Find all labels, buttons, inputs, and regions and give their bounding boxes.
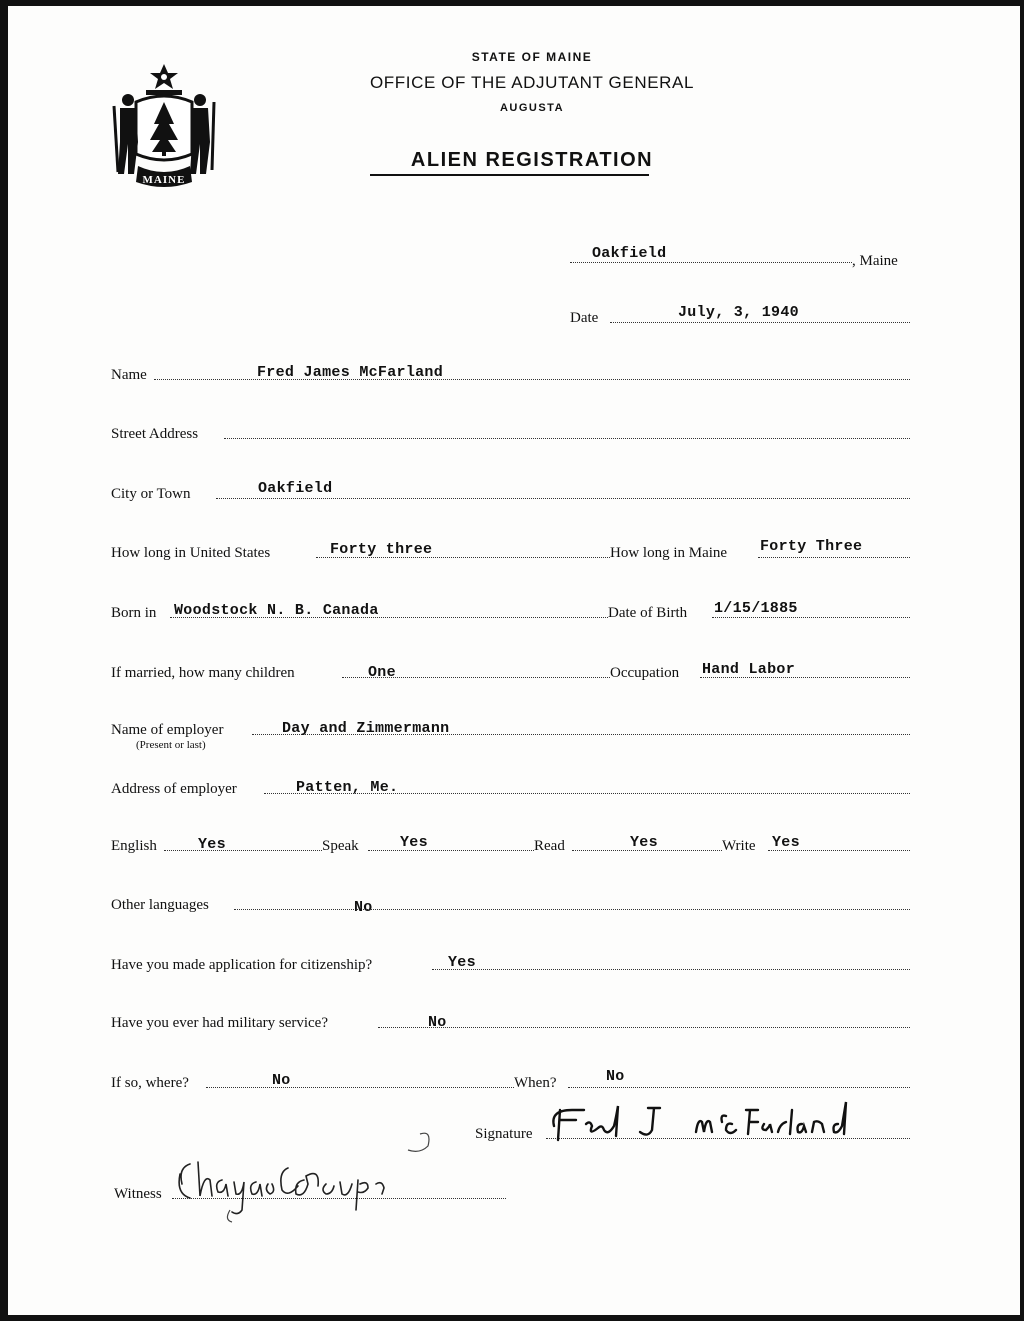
employer-name-label: Name of employer bbox=[111, 722, 224, 738]
scan-border-top bbox=[0, 0, 1024, 6]
how-long-maine-label: How long in Maine bbox=[610, 545, 728, 561]
form-title: ALIEN REGISTRATION bbox=[410, 149, 654, 171]
date-value[interactable]: July, 3, 1940 bbox=[678, 304, 799, 321]
military-value[interactable]: No bbox=[428, 1014, 447, 1031]
citizenship-label: Have you made application for citizenship? bbox=[111, 957, 373, 973]
place-suffix: , Maine bbox=[852, 253, 898, 269]
dob-line bbox=[712, 617, 910, 618]
scan-border-left bbox=[0, 0, 8, 1321]
write-value[interactable]: Yes bbox=[772, 834, 800, 851]
read-label: Read bbox=[534, 838, 565, 854]
how-long-maine-line bbox=[758, 557, 910, 558]
name-label: Name bbox=[111, 367, 147, 383]
children-label: If married, how many children bbox=[111, 665, 295, 681]
city-label: City or Town bbox=[111, 486, 191, 502]
dob-value[interactable]: 1/15/1885 bbox=[714, 600, 798, 617]
born-in-value[interactable]: Woodstock N. B. Canada bbox=[174, 602, 379, 619]
speak-label: Speak bbox=[322, 838, 359, 854]
witness-label: Witness bbox=[114, 1186, 162, 1202]
header-office: OFFICE OF THE ADJUTANT GENERAL bbox=[369, 73, 695, 92]
seal-maine-text: MAINE bbox=[142, 174, 186, 186]
children-value[interactable]: One bbox=[368, 664, 396, 681]
employer-name-sublabel: (Present or last) bbox=[136, 739, 206, 751]
employer-address-label: Address of employer bbox=[111, 781, 237, 797]
where-label: If so, where? bbox=[111, 1075, 189, 1091]
citizenship-line bbox=[432, 969, 910, 970]
header-city: AUGUSTA bbox=[499, 102, 565, 114]
place-value[interactable]: Oakfield bbox=[592, 245, 667, 262]
signature-label: Signature bbox=[475, 1126, 533, 1142]
scan-border-right bbox=[1020, 0, 1024, 1321]
born-in-label: Born in bbox=[111, 605, 157, 621]
header-state: STATE OF MAINE bbox=[471, 50, 593, 64]
write-label: Write bbox=[722, 838, 756, 854]
how-long-us-label: How long in United States bbox=[111, 545, 271, 561]
speak-value[interactable]: Yes bbox=[400, 834, 428, 851]
military-line bbox=[378, 1027, 910, 1028]
when-label: When? bbox=[514, 1075, 557, 1091]
read-value[interactable]: Yes bbox=[630, 834, 658, 851]
city-value[interactable]: Oakfield bbox=[258, 480, 333, 497]
applicant-signature bbox=[546, 1096, 916, 1146]
dob-label: Date of Birth bbox=[608, 605, 688, 621]
other-languages-line bbox=[234, 909, 910, 910]
english-label: English bbox=[111, 838, 157, 854]
english-line bbox=[164, 850, 322, 851]
street-address-line bbox=[224, 438, 910, 439]
occupation-label: Occupation bbox=[610, 665, 680, 681]
how-long-us-value[interactable]: Forty three bbox=[330, 541, 433, 558]
city-line bbox=[216, 498, 910, 499]
occupation-value[interactable]: Hand Labor bbox=[702, 661, 796, 678]
where-line bbox=[206, 1087, 514, 1088]
title-underline bbox=[370, 174, 649, 176]
employer-address-value[interactable]: Patten, Me. bbox=[296, 779, 399, 796]
other-languages-value[interactable]: No bbox=[354, 899, 373, 916]
date-line bbox=[610, 322, 910, 323]
employer-name-value[interactable]: Day and Zimmermann bbox=[282, 720, 450, 737]
military-label: Have you ever had military service? bbox=[111, 1015, 328, 1031]
english-value[interactable]: Yes bbox=[198, 836, 226, 853]
witness-signature bbox=[170, 1124, 500, 1224]
when-line bbox=[568, 1087, 910, 1088]
how-long-maine-value[interactable]: Forty Three bbox=[760, 538, 863, 555]
when-value[interactable]: No bbox=[606, 1068, 625, 1085]
other-languages-label: Other languages bbox=[111, 897, 209, 913]
street-address-label: Street Address bbox=[111, 426, 199, 442]
name-value[interactable]: Fred James McFarland bbox=[257, 364, 444, 381]
citizenship-value[interactable]: Yes bbox=[448, 954, 476, 971]
place-line bbox=[570, 262, 852, 263]
date-label: Date bbox=[570, 310, 599, 326]
scan-border-bottom bbox=[0, 1315, 1024, 1321]
where-value[interactable]: No bbox=[272, 1072, 291, 1089]
speak-line bbox=[368, 850, 534, 851]
